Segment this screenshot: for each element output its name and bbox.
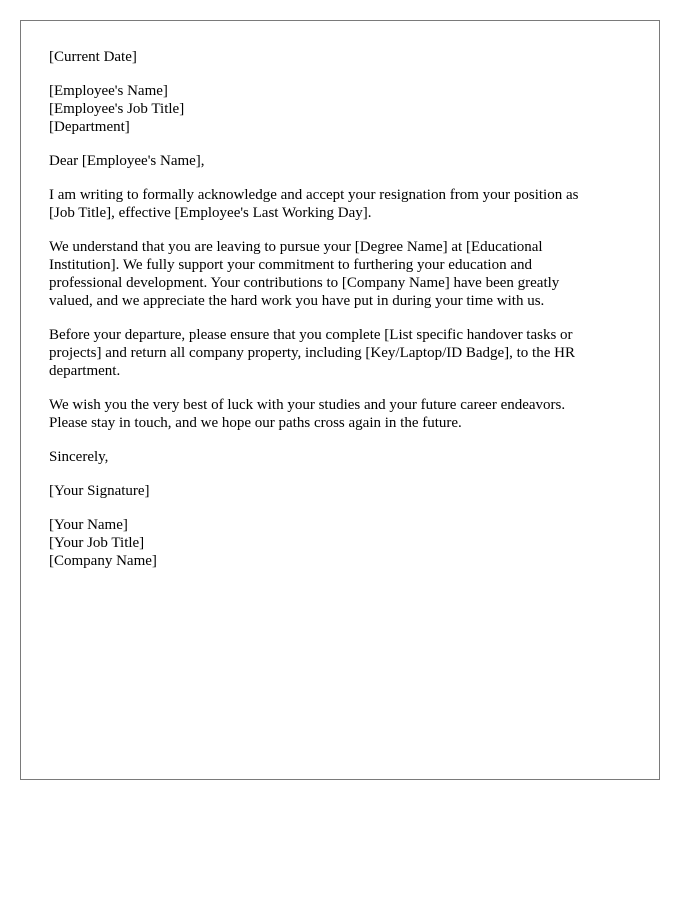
signature: [Your Signature] [49, 483, 150, 499]
letter-page [20, 20, 660, 780]
paragraph-line: [Job Title], effective [Employee's Last Working Day]. [49, 205, 372, 221]
paragraph-line: department. [49, 363, 121, 379]
sender-block [49, 516, 631, 570]
paragraph-acceptance [49, 186, 631, 222]
paragraph-line: We wish you the very best of luck with your studies and your future career endeavors. [49, 397, 566, 413]
sender-company: [Company Name] [49, 553, 157, 569]
paragraph-line: Please stay in touch, and we hope our paths cross again in the future. [49, 415, 462, 431]
paragraph-line: valued, and we appreciate the hard work you have put in during your time with us. [49, 293, 545, 309]
date-block [49, 48, 631, 66]
salutation-block [49, 152, 631, 170]
closing-block [49, 448, 631, 466]
salutation: Dear [Employee's Name], [49, 153, 205, 169]
paragraph-wishes [49, 396, 631, 432]
sender-name: [Your Name] [49, 517, 128, 533]
closing: Sincerely, [49, 449, 109, 465]
recipient-name: [Employee's Name] [49, 83, 168, 99]
recipient-block [49, 82, 631, 136]
letter-date: [Current Date] [49, 49, 137, 65]
paragraph-line: Institution]. We fully support your commitment to furthering your education and [49, 257, 533, 273]
recipient-department: [Department] [49, 119, 130, 135]
sender-job-title: [Your Job Title] [49, 535, 145, 551]
paragraph-line: projects] and return all company property, including [Key/Laptop/ID Badge], to the HR [49, 345, 575, 361]
recipient-job-title: [Employee's Job Title] [49, 101, 185, 117]
paragraph-line: professional development. Your contributions to [Company Name] have been greatly [49, 275, 560, 291]
letter-body [49, 48, 631, 586]
signature-block [49, 482, 631, 500]
paragraph-handover [49, 326, 631, 380]
paragraph-education [49, 238, 631, 310]
paragraph-line: I am writing to formally acknowledge and accept your resignation from your position as [49, 187, 579, 203]
paragraph-line: We understand that you are leaving to pursue your [Degree Name] at [Educational [49, 239, 543, 255]
paragraph-line: Before your departure, please ensure that you complete [List specific handover tasks or [49, 327, 573, 343]
